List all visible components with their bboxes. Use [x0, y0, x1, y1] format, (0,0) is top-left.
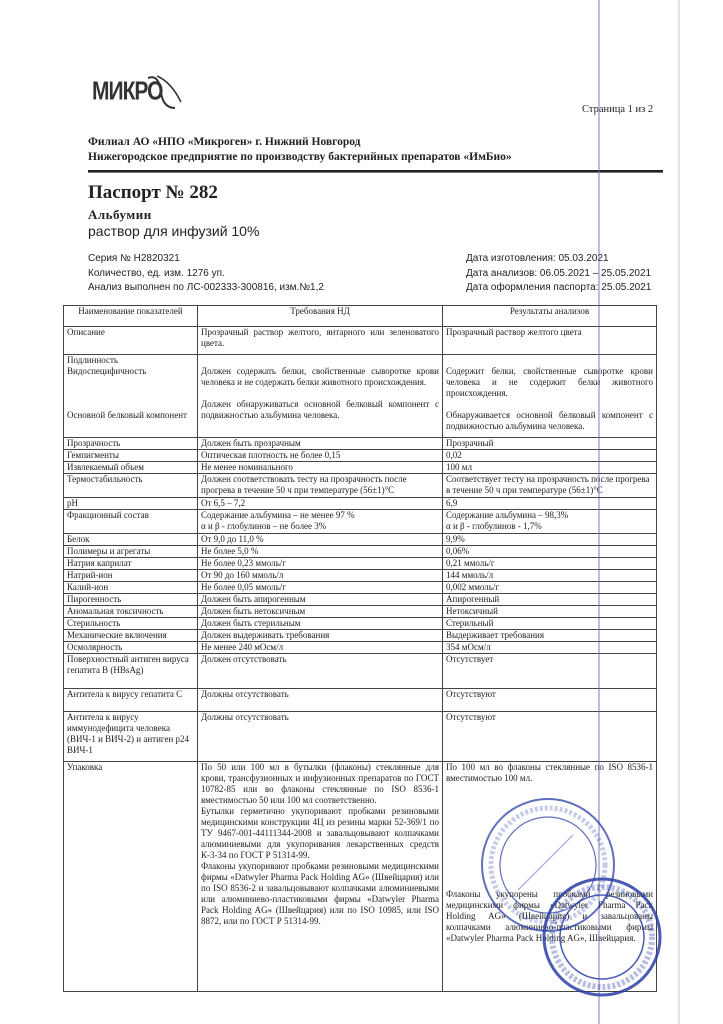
row-requirement: Прозрачный раствор желтого, янтарного или зеленоватого цвета. [198, 327, 443, 355]
header-indicator: Наименование показателей [64, 306, 198, 327]
row-name: Термостабильность [64, 474, 198, 498]
row-result: Соответствует тесту на прозрачность после прогрева в течение 50 ч при температуре (56±1)°С [443, 474, 657, 498]
res-line: Содержание альбумина – 98,3% [446, 510, 569, 520]
row-result: Прозрачный [443, 438, 657, 450]
req-line: Содержание альбумина – не менее 97 % [201, 510, 355, 520]
row-name: Антитела к вирусу иммунодефицита человека (ВИЧ-1 и ВИЧ-2) и антиген р24 ВИЧ-1 [64, 712, 198, 762]
row-requirement: От 6,5 – 7,2 [198, 498, 443, 510]
row-name: Калий-ион [64, 582, 198, 594]
organization-name: Филиал АО «НПО «Микроген» г. Нижний Новгород [88, 136, 361, 148]
table-row [64, 606, 657, 618]
row-name: Извлекаемый объем [64, 462, 198, 474]
table-row [64, 642, 657, 654]
row-name: Белок [64, 534, 198, 546]
row-requirement: Должен соответствовать тесту на прозрачность после прогрева в течение 50 ч при температуре (56±1)°С [198, 474, 443, 498]
packaging-req-1: По 50 или 100 мл в бутылки (флаконы) стеклянные для крови, трансфузионных и инфузионных препаратов по ГОСТ 10782-85 или во флаконы стеклянные по ISO 8536-1 вместимостью 50 или 100 мл соответственно. [201, 762, 439, 805]
row-name: Прозрачность [64, 438, 198, 450]
row-result: 0,06% [443, 546, 657, 558]
table-row [64, 654, 657, 689]
table-row [64, 327, 657, 355]
packaging-req-3: Флаконы укупоривают пробками резиновыми медицинскими фирмы «Datwyler Pharma Pack Holding AG» (Швейцария) или по ISO 8536-2 и завальцовывают колпачками алюминиевыми или алюминиево-пластиковыми фирмы «Datwyler Pharma Pack Holding AG» (Швейцария) или по ISO 10985, или ISO 8872, или по ГОСТ Р 51314-99. [201, 861, 439, 926]
protein-requirement: Должен обнаруживаться основной белковый компонент с подвижностью альбумина человека. [201, 399, 439, 420]
table-row [64, 534, 657, 546]
row-requirement [198, 762, 443, 992]
protein-result: Обнаруживается основной белковый компонент с подвижностью альбумина человека. [446, 410, 653, 431]
row-result: 0,02 [443, 450, 657, 462]
row-requirement: Должен быть апирогенным [198, 594, 443, 606]
row-result: 6,9 [443, 498, 657, 510]
row-result: Стерильный [443, 618, 657, 630]
header-requirements: Требования НД [198, 306, 443, 327]
row-requirement: Должны отсутствовать [198, 689, 443, 712]
row-name: Пирогенность [64, 594, 198, 606]
row-name: Натрия каприлат [64, 558, 198, 570]
row-name-species: Видоспецифичность [67, 366, 147, 376]
table-row [64, 355, 657, 438]
row-name: pH [64, 498, 198, 510]
table-row [64, 570, 657, 582]
species-requirement: Должен содержать белки, свойственные сыворотке крови человека и не содержать белки животного происхождения. [201, 366, 439, 387]
row-requirement: Должен отсутствовать [198, 654, 443, 689]
packaging-res-1: По 100 мл во флаконы стеклянные по ISO 8536-1 вместимостью 100 мл. [446, 762, 653, 783]
row-name: Стерильность [64, 618, 198, 630]
row-requirement: От 90 до 160 ммоль/л [198, 570, 443, 582]
table-row [64, 558, 657, 570]
table-row [64, 450, 657, 462]
row-result: 0,21 ммоль/г [443, 558, 657, 570]
row-result: 144 ммоль/л [443, 570, 657, 582]
analysis-dates: Дата анализов: 06.05.2021 – 25.05.2021 [466, 267, 652, 279]
table-row [64, 712, 657, 762]
row-requirement: Должны отсутствовать [198, 712, 443, 762]
issue-date: Дата оформления паспорта: 25.05.2021 [466, 282, 652, 293]
row-result: Апирогенный [443, 594, 657, 606]
product-form: раствор для инфузий 10% [88, 223, 260, 239]
row-requirement: Не менее 240 мОсм/л [198, 642, 443, 654]
row-requirement [198, 510, 443, 534]
row-result: Выдерживает требования [443, 630, 657, 642]
res-line: α и β - глобулинов - 1,7% [446, 521, 542, 531]
logo-swoosh-icon [145, 72, 195, 112]
row-name: Антитела к вирусу гепатита С [64, 689, 198, 712]
quantity: Количество, ед. изм. 1276 уп. [88, 267, 225, 279]
row-name: Полимеры и агрегаты [64, 546, 198, 558]
table-row [64, 498, 657, 510]
row-result: Прозрачный раствор желтого цвета [443, 327, 657, 355]
row-requirement: Не более 5,0 % [198, 546, 443, 558]
analysis-method: Анализ выполнен по ЛС-002333-300816, изм.№1,2 [88, 282, 324, 293]
row-requirement: Не более 0,23 ммоль/г [198, 558, 443, 570]
table-row [64, 689, 657, 712]
row-name: Упаковка [64, 762, 198, 992]
row-name: Осмолярность [64, 642, 198, 654]
company-logo: МИКРО [92, 77, 163, 106]
row-result: 354 мОсм/л [443, 642, 657, 654]
row-result [443, 355, 657, 438]
row-result: 0,002 ммоль/г [443, 582, 657, 594]
row-requirement: Не менее номинального [198, 462, 443, 474]
manufacture-date: Дата изготовления: 05.03.2021 [466, 253, 609, 264]
row-name-authenticity: Подлинность [67, 355, 119, 365]
organization-subdivision: Нижегородское предприятие по производству бактерийных препаратов «ИмБио» [88, 151, 512, 163]
table-row [64, 462, 657, 474]
row-name: Механические включения [64, 630, 198, 642]
row-requirement: Должен выдерживать требования [198, 630, 443, 642]
product-name: Альбумин [88, 207, 152, 222]
row-name: Гемпигменты [64, 450, 198, 462]
table-header [64, 306, 657, 327]
row-requirement [198, 355, 443, 438]
req-line: α и β - глобулинов – не более 3% [201, 521, 327, 531]
batch-info [88, 252, 324, 296]
row-result: Отсутствуют [443, 712, 657, 762]
table-row [64, 630, 657, 642]
series-number: Серия № Н2820321 [88, 253, 180, 264]
row-name: Натрий-ион [64, 570, 198, 582]
row-result [443, 510, 657, 534]
scan-artifact-line [678, 0, 680, 1024]
table-row [64, 546, 657, 558]
table-row [64, 510, 657, 534]
species-result: Содержит белки, свойственные сыворотке крови человека и не содержит белки животного происхождения. [446, 366, 653, 398]
table-row [64, 582, 657, 594]
row-result: Отсутствуют [443, 689, 657, 712]
row-name: Фракционный состав [64, 510, 198, 534]
packaging-res-2: Флаконы укупорены пробками резиновыми медицинскими фирмы «Datwyler Pharma Pack Holding AG» (Швейцария) и завальцованы колпачками алюминиево-пластиковыми фирмы «Datwyler Pharma Pack Holding AG», Швейцария. [446, 889, 653, 943]
row-requirement: От 9,0 до 11,0 % [198, 534, 443, 546]
row-requirement: Должен быть нетоксичным [198, 606, 443, 618]
passport-title: Паспорт № 282 [88, 182, 218, 203]
table-row [64, 618, 657, 630]
row-result: Нетоксичный [443, 606, 657, 618]
row-result: 100 мл [443, 462, 657, 474]
row-name: Описание [64, 327, 198, 355]
header-results: Результаты анализов [443, 306, 657, 327]
row-result: Отсутствует [443, 654, 657, 689]
row-name: Поверхностный антиген вируса гепатита В (HBsAg) [64, 654, 198, 689]
row-name-protein-component: Основной белковый компонент [67, 410, 187, 420]
row-result: 9,9% [443, 534, 657, 546]
importer-seal [540, 875, 665, 1000]
header-divider [88, 170, 663, 173]
row-requirement: Должен быть стерильным [198, 618, 443, 630]
row-name [64, 355, 198, 438]
row-requirement: Оптическая плотность не более 0,15 [198, 450, 443, 462]
dates-info [466, 252, 651, 296]
packaging-req-2: Бутылки герметично укупоривают пробками резиновыми медицинскими конструкции 4Ц из резины марки 52-369/1 по ТУ 9467-001-44111344-2008 и завальцовывают колпачками алюминиевыми для укупоривания лекарственных средств К-3-34 по ГОСТ Р 51314-99. [201, 806, 439, 860]
row-requirement: Должен быть прозрачным [198, 438, 443, 450]
table-row [64, 594, 657, 606]
row-requirement: Не более 0,05 ммоль/г [198, 582, 443, 594]
row-name: Аномальная токсичность [64, 606, 198, 618]
page-number: Страница 1 из 2 [582, 104, 654, 115]
table-row [64, 474, 657, 498]
table-row [64, 438, 657, 450]
